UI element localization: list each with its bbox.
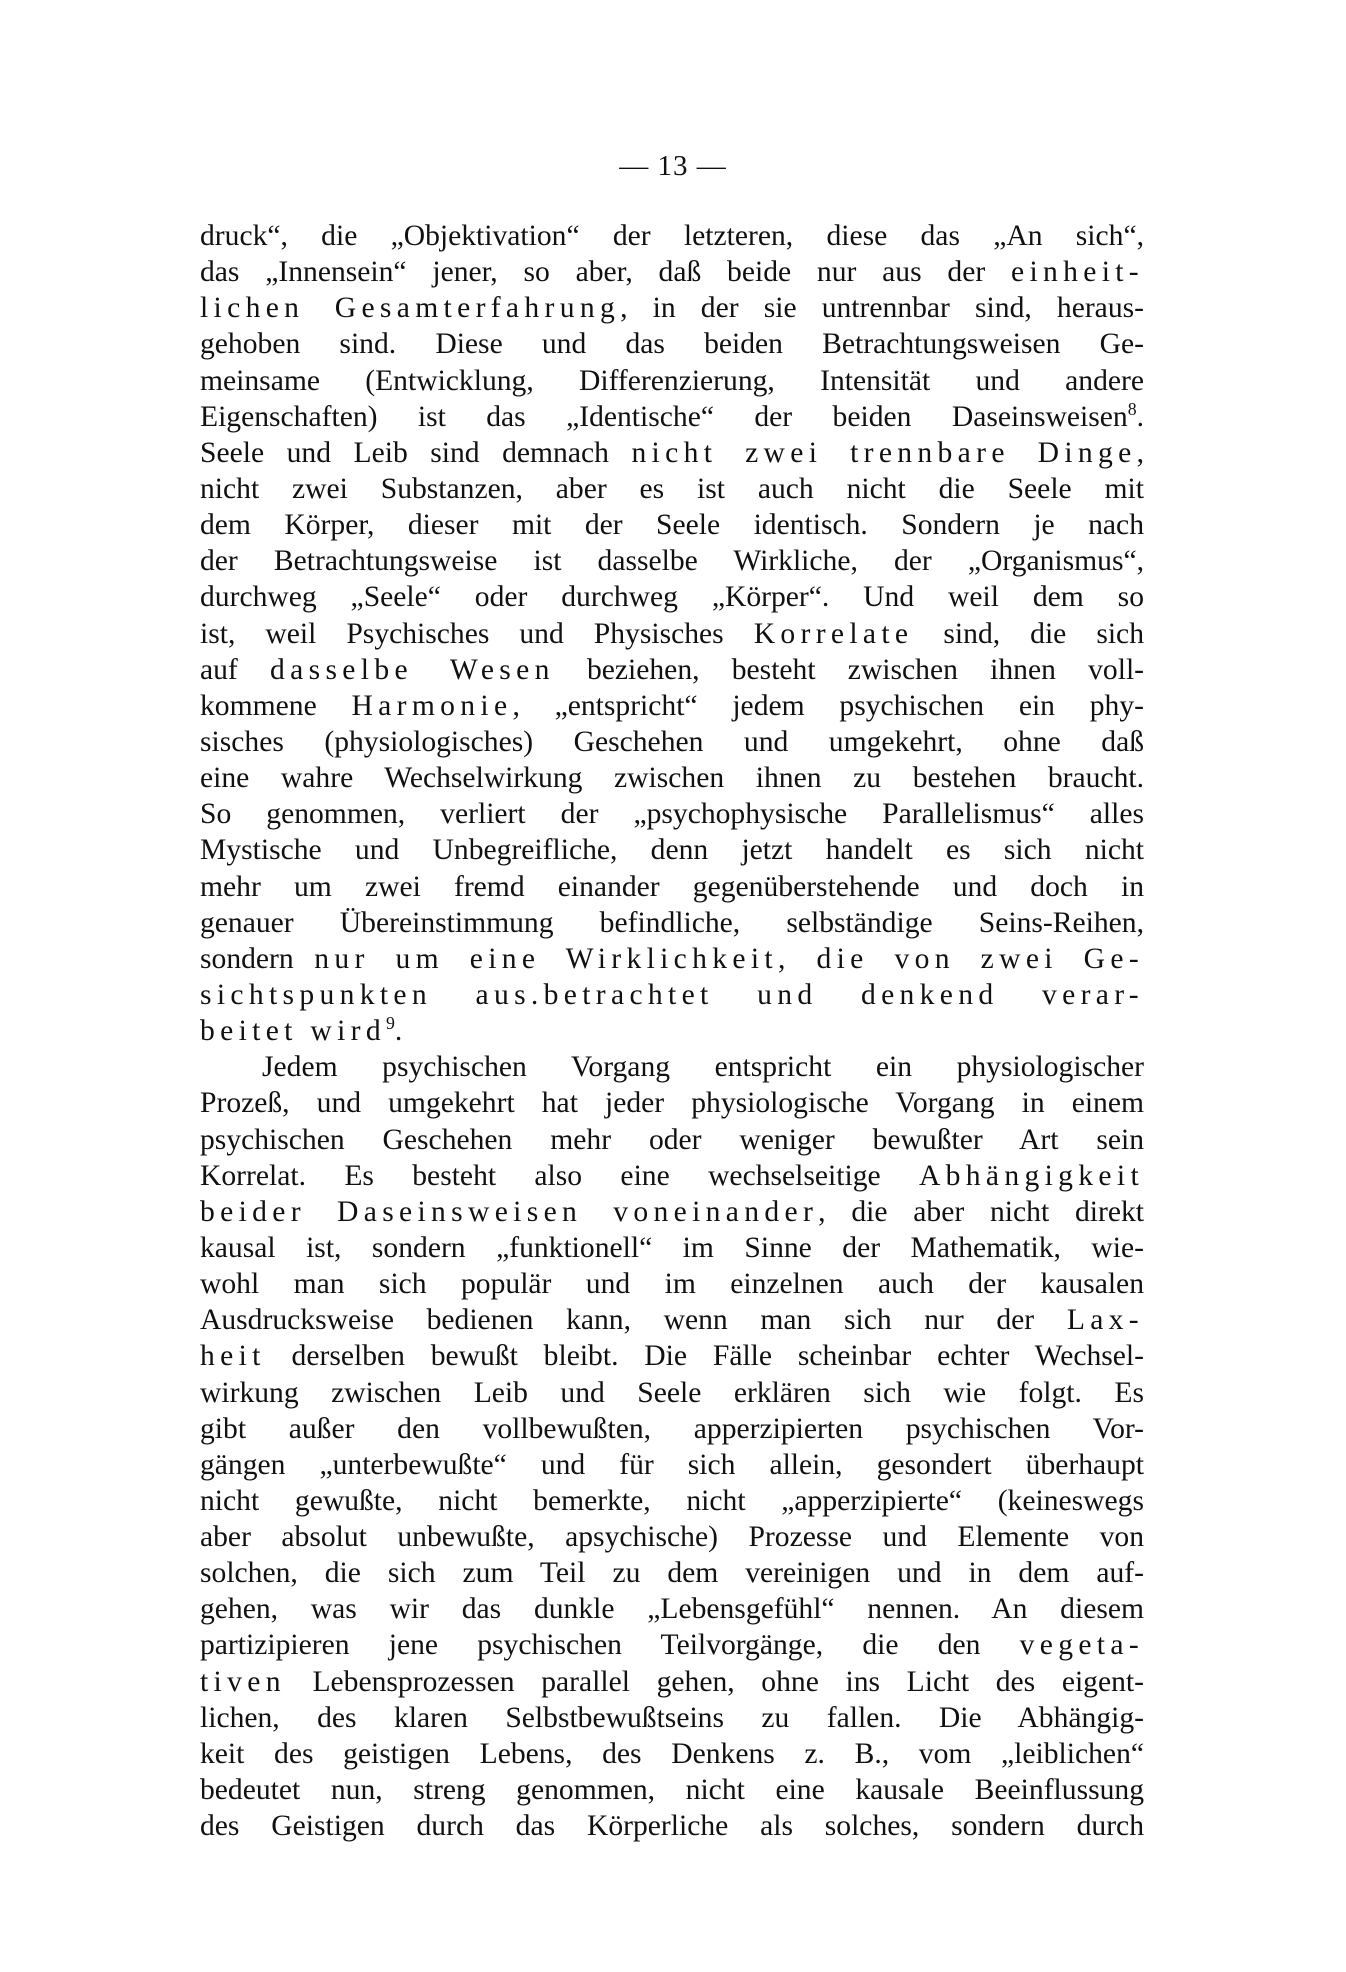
text-line <box>200 543 1144 579</box>
spaced-emphasis: beitet wird <box>200 1015 386 1048</box>
spaced-emphasis: Harmonie <box>351 689 513 722</box>
text-line <box>200 1375 1144 1411</box>
text-line <box>200 905 1144 941</box>
text-line <box>200 1555 1144 1591</box>
text-line <box>200 796 1144 832</box>
text-line <box>200 1736 1144 1772</box>
text-segment: gibt außer den vollbewußten, apperzipierten psychischen Vor- <box>200 1412 1144 1445</box>
text-line <box>200 869 1144 905</box>
text-segment: , „entspricht“ jedem psychischen ein phy- <box>512 689 1144 722</box>
text-line <box>200 1772 1144 1808</box>
spaced-emphasis: einheit- <box>1010 256 1144 289</box>
text-line <box>200 1122 1144 1158</box>
spaced-emphasis: dasselbe Wesen <box>270 653 555 686</box>
text-segment: So genommen, verliert der „psychophysische Parallelismus“ alles <box>200 798 1144 831</box>
spaced-emphasis: sichtspunkten aus.betrachtet und denkend verar- <box>200 978 1144 1011</box>
text-line <box>200 760 1144 796</box>
text-segment: kommene <box>200 689 352 722</box>
spaced-emphasis: Lax- <box>1066 1304 1144 1337</box>
spaced-emphasis: tiven <box>200 1665 286 1698</box>
text-line <box>200 1049 1144 1085</box>
text-segment: gehoben sind. Diese und das beiden Betrachtungsweisen Ge- <box>200 328 1144 361</box>
text-segment: des Geistigen durch das Körperliche als solches, sondern durch <box>200 1810 1144 1843</box>
text-line <box>200 579 1144 615</box>
text-line <box>200 507 1144 543</box>
text-line <box>200 1627 1144 1663</box>
text-segment: durchweg „Seele“ oder durchweg „Körper“. Und weil dem so <box>200 581 1144 614</box>
text-segment: sisches (physiologisches) Geschehen und umgekehrt, ohne daß <box>200 725 1144 758</box>
text-line <box>200 326 1144 362</box>
text-segment: gängen „unterbewußte“ und für sich allein, gesondert überhaupt <box>200 1448 1144 1481</box>
spaced-emphasis: beider Daseinsweisen voneinander <box>200 1195 819 1228</box>
text-segment: . <box>1136 400 1144 433</box>
text-segment: , <box>1136 436 1145 469</box>
text-segment: Seele und Leib sind demnach <box>200 436 632 469</box>
text-line <box>200 1158 1144 1194</box>
spaced-emphasis: nur um eine Wirklichkeit, die von zwei Ge- <box>314 942 1144 975</box>
text-segment: auf <box>200 653 271 686</box>
text-line <box>200 941 1144 977</box>
spaced-emphasis: nicht zwei trennbare Dinge <box>631 436 1137 469</box>
text-line <box>200 1664 1144 1700</box>
text-line <box>200 218 1144 254</box>
text-segment: derselben bewußt bleibt. Die Fälle scheinbar echter Wechsel- <box>265 1340 1144 1373</box>
text-line <box>200 1700 1144 1736</box>
text-line <box>200 1808 1144 1844</box>
text-segment: dem Körper, dieser mit der Seele identisch. Sondern je nach <box>200 509 1144 542</box>
text-segment: Mystische und Unbegreifliche, denn jetzt handelt es sich nicht <box>200 834 1144 867</box>
text-line <box>200 1483 1144 1519</box>
text-line <box>200 254 1144 290</box>
spaced-emphasis: lichen Gesamterfahrung <box>200 292 621 325</box>
text-line <box>200 1302 1144 1338</box>
text-line <box>200 290 1144 326</box>
text-line <box>200 1013 1144 1049</box>
text-segment: sondern <box>200 942 315 975</box>
spaced-emphasis: heit <box>200 1340 266 1373</box>
text-line <box>200 1591 1144 1627</box>
text-segment: , die aber nicht direkt <box>818 1195 1144 1228</box>
text-line <box>200 977 1144 1013</box>
text-segment: mehr um zwei fremd einander gegenüberstehende und doch in <box>200 870 1144 903</box>
text-segment: kausal ist, sondern „funktionell“ im Sinne der Mathematik, wie- <box>200 1231 1144 1264</box>
text-segment: eine wahre Wechselwirkung zwischen ihnen zu bestehen braucht. <box>200 762 1144 795</box>
spaced-emphasis: Abhängigkeit <box>918 1159 1144 1192</box>
text-line <box>200 399 1144 435</box>
text-segment: . <box>394 1015 403 1048</box>
text-line <box>200 471 1144 507</box>
text-line <box>200 1519 1144 1555</box>
text-segment: beziehen, besteht zwischen ihnen voll- <box>554 653 1145 686</box>
footnote-marker: 9 <box>386 1013 395 1034</box>
text-segment: Lebensprozessen parallel gehen, ohne ins Licht des eigent- <box>285 1665 1144 1698</box>
footnote-marker: 8 <box>1127 398 1137 419</box>
text-line <box>200 1411 1144 1447</box>
text-segment: solchen, die sich zum Teil zu dem vereinigen und in dem auf- <box>200 1557 1144 1590</box>
text-line <box>200 1338 1144 1374</box>
text-segment: Jedem psychischen Vorgang entspricht ein physiologischer <box>262 1051 1144 1084</box>
text-segment: keit des geistigen Lebens, des Denkens z. B., vom „leiblichen“ <box>200 1737 1144 1770</box>
text-line <box>200 1230 1144 1266</box>
text-line <box>200 616 1144 652</box>
text-segment: psychischen Geschehen mehr oder weniger bewußter Art sein <box>200 1123 1144 1156</box>
text-segment: genauer Übereinstimmung befindliche, selbständige Seins-Reihen, <box>200 906 1144 939</box>
body-text <box>200 218 1144 1844</box>
text-segment: sind, die sich <box>913 617 1144 650</box>
text-line <box>200 435 1144 471</box>
text-segment: Korrelat. Es besteht also eine wechselseitige <box>200 1159 919 1192</box>
text-line <box>200 363 1144 399</box>
text-segment: wirkung zwischen Leib und Seele erklären sich wie folgt. Es <box>200 1376 1144 1409</box>
spaced-emphasis: Korrelate <box>753 617 914 650</box>
text-line <box>200 1447 1144 1483</box>
text-segment: aber absolut unbewußte, apsychische) Prozesse und Elemente von <box>200 1521 1144 1554</box>
text-segment: gehen, was wir das dunkle „Lebensgefühl“ nennen. An diesem <box>200 1593 1144 1626</box>
text-line <box>200 832 1144 868</box>
text-segment: partizipieren jene psychischen Teilvorgänge, die den <box>200 1629 1020 1662</box>
text-segment: nicht zwei Substanzen, aber es ist auch nicht die Seele mit <box>200 472 1144 505</box>
text-segment: meinsame (Entwicklung, Differenzierung, Intensität und andere <box>200 364 1144 397</box>
text-segment: wohl man sich populär und im einzelnen auch der kausalen <box>200 1268 1144 1301</box>
text-segment: nicht gewußte, nicht bemerkte, nicht „apperzipierte“ (keineswegs <box>200 1484 1144 1517</box>
spaced-emphasis: vegeta- <box>1019 1629 1144 1662</box>
text-line <box>200 688 1144 724</box>
text-segment: , in der sie untrennbar sind, heraus- <box>620 292 1144 325</box>
text-segment: das „Innensein“ jener, so aber, daß beide nur aus der <box>200 256 1011 289</box>
text-segment: Ausdrucksweise bedienen kann, wenn man sich nur der <box>200 1304 1067 1337</box>
text-line <box>200 652 1144 688</box>
text-segment: Prozeß, und umgekehrt hat jeder physiologische Vorgang in einem <box>200 1087 1144 1120</box>
text-line <box>200 1194 1144 1230</box>
text-segment: ist, weil Psychisches und Physisches <box>200 617 754 650</box>
text-segment: bedeutet nun, streng genommen, nicht eine kausale Beeinflussung <box>200 1774 1144 1807</box>
text-line <box>200 1266 1144 1302</box>
text-segment: druck“, die „Objektivation“ der letzteren, diese das „An sich“, <box>200 220 1144 252</box>
page-number: — 13 — <box>619 150 727 182</box>
text-line <box>200 1085 1144 1121</box>
text-segment: der Betrachtungsweise ist dasselbe Wirkliche, der „Organismus“, <box>200 545 1144 578</box>
text-segment: Eigenschaften) ist das „Identische“ der beiden Daseinsweisen <box>200 400 1128 433</box>
text-line <box>200 724 1144 760</box>
text-segment: lichen, des klaren Selbstbewußtseins zu fallen. Die Abhängig- <box>200 1701 1144 1734</box>
